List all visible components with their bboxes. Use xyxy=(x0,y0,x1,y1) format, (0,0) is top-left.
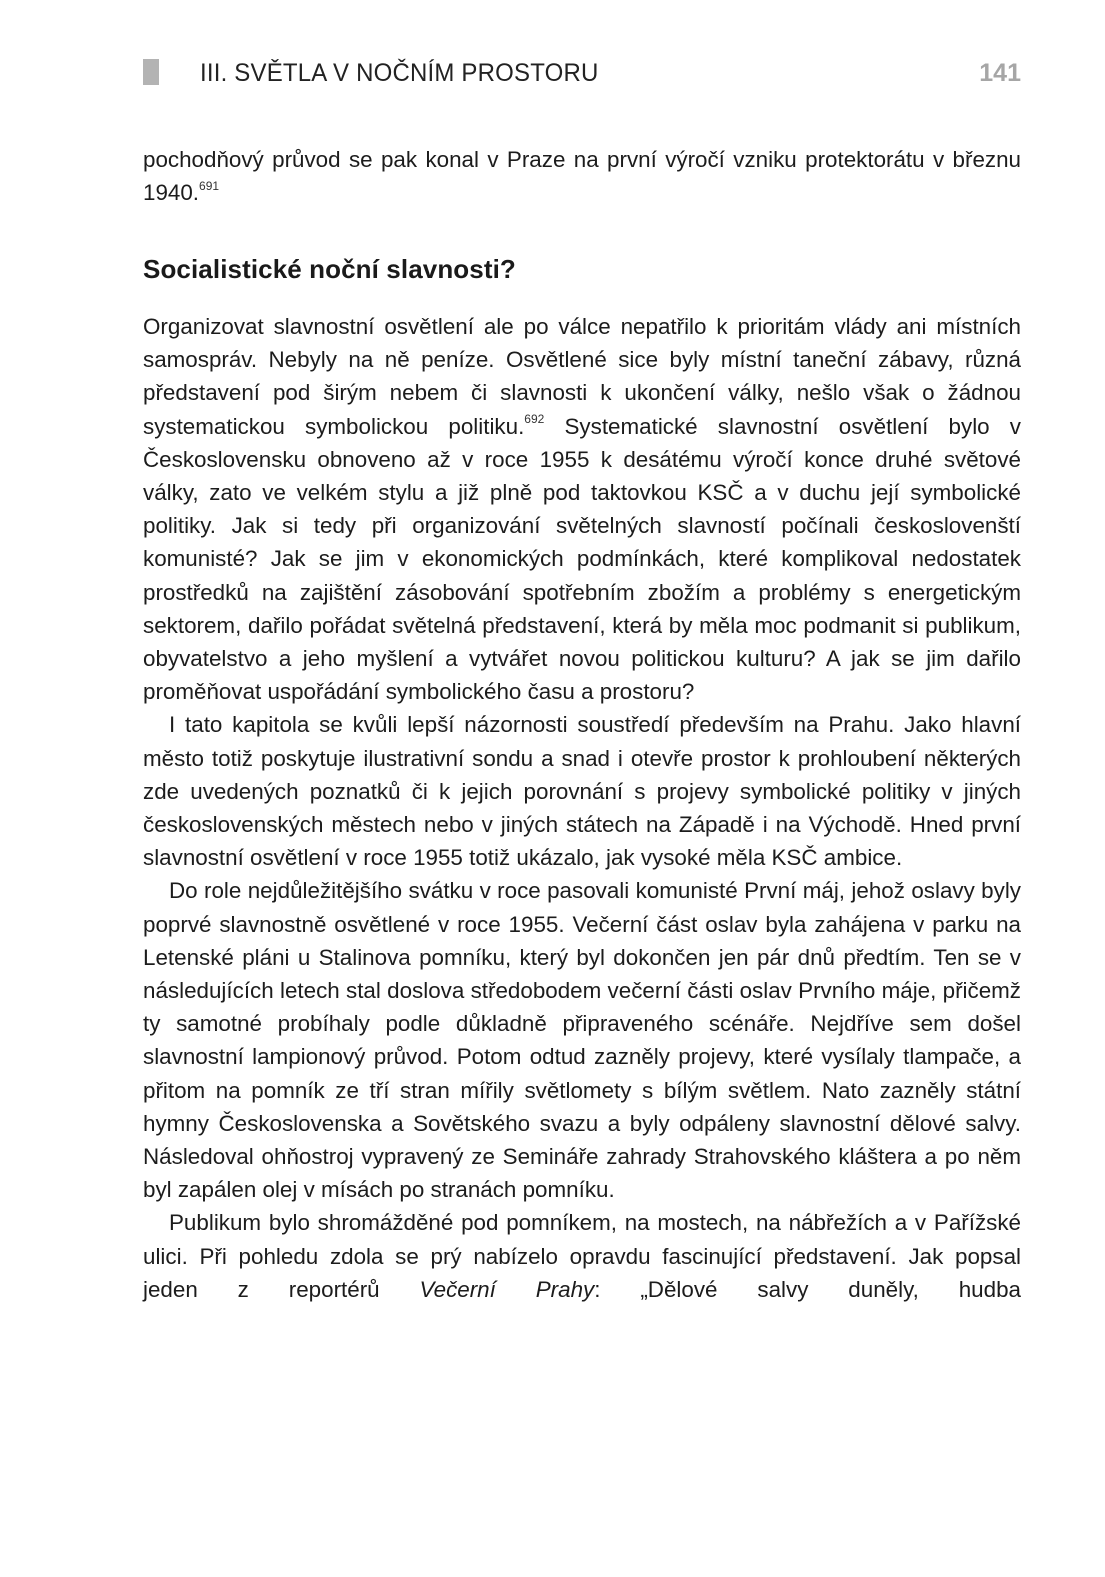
chapter-marker xyxy=(143,59,159,85)
paragraph xyxy=(143,1206,1021,1306)
paragraph-text: pochodňový průvod se pak konal v Praze na první výročí vzniku protektorátu v březnu 1940. xyxy=(143,147,1021,206)
page-number: 141 xyxy=(979,59,1021,87)
chapter-title: III. SVĚTLA V NOČNÍM PROSTORU xyxy=(200,59,599,87)
footnote-reference: 691 xyxy=(199,178,220,193)
footnote-reference: 692 xyxy=(524,412,545,427)
paragraph: Do role nejdůležitějšího svátku v roce pasovali komunisté První máj, jehož oslavy byly poprvé slavnostně osvětlené v roce 1955. Večerní část oslav byla zahájena v parku na Letenské pláni u Stalinova pomníku, který byl dokončen jen pár dnů předtím. Ten se v následujících letech stal doslova středobodem večerní části oslav Prvního máje, přičemž ty samotné probíhaly podle důkladně připraveného scénáře. Nejdříve sem došel slavnostní lampionový průvod. Potom odtud zazněly projevy, které vysílaly tlampače, a přitom na pomník ze tří stran mířily světlomety s bílým světlem. Nato zazněly státní hymny Československa a Sovětského svazu a byly odpáleny slavnostní dělové salvy. Následoval ohňostroj vypravený ze Semináře zahrady Strahovského kláštera a po něm byl zapálen olej v mísách po stranách pomníku. xyxy=(143,878,1021,1203)
paragraph-text: Publikum bylo shromážděné pod pomníkem, na mostech, na nábřežích a v Pařížské ulici. Při pohledu zdola se prý nabízelo opravdu fascinující představení. Jak popsal jeden z reportérů xyxy=(143,1210,1021,1302)
section-body xyxy=(143,310,1021,1306)
publication-title: Večerní Prahy xyxy=(419,1276,595,1302)
section-heading: Socialistické noční slavnosti? xyxy=(143,254,516,284)
paragraph xyxy=(143,310,1021,708)
running-header xyxy=(143,56,1021,90)
paragraph-text: : „Dělové salvy duněly, hudba xyxy=(594,1276,1021,1302)
paragraph-text: Systematické slavnostní osvětlení bylo v Československu obnoveno až v roce 1955 k desátému výročí konce druhé světové války, zato ve velkém stylu a již plně pod taktovkou KSČ a v duchu její symbolické politiky. Jak si tedy při organizování světelných slavností počínali českoslovenští komunisté? Jak se jim v ekonomických podmínkách, které komplikoval nedostatek prostředků na zajištění zásobování spotřebním zbožím a problémy s energetickým sektorem, dařilo pořádat světelná představení, která by měla moc podmanit si publikum, obyvatelstvo a jeho myšlení a vytvářet novou politickou kulturu? A jak se jim dařilo proměňovat uspořádání symbolického času a prostoru? xyxy=(143,413,1021,705)
continued-paragraph xyxy=(143,143,1021,209)
paragraph xyxy=(143,143,1021,209)
paragraph: I tato kapitola se kvůli lepší názornosti soustředí především na Prahu. Jako hlavní město totiž poskytuje ilustrativní sondu a snad i otevře prostor k prohloubení některých zde uvedených poznatků či k jejich porovnání s projevy symbolické politiky v jiných československých městech nebo v jiných státech na Západě i na Východě. Hned první slavnostní osvětlení v roce 1955 totiž ukázalo, jak vysoké měla KSČ ambice. xyxy=(143,712,1021,871)
paragraph-text: Organizovat slavnostní osvětlení ale po válce nepatřilo k prioritám vlády ani místních samospráv. Nebyly na ně peníze. Osvětlené sice byly místní taneční zábavy, různá představení pod širým nebem či slavnosti k ukončení války, nešlo však o žádnou systematickou symbolickou politiku. xyxy=(143,314,1021,439)
